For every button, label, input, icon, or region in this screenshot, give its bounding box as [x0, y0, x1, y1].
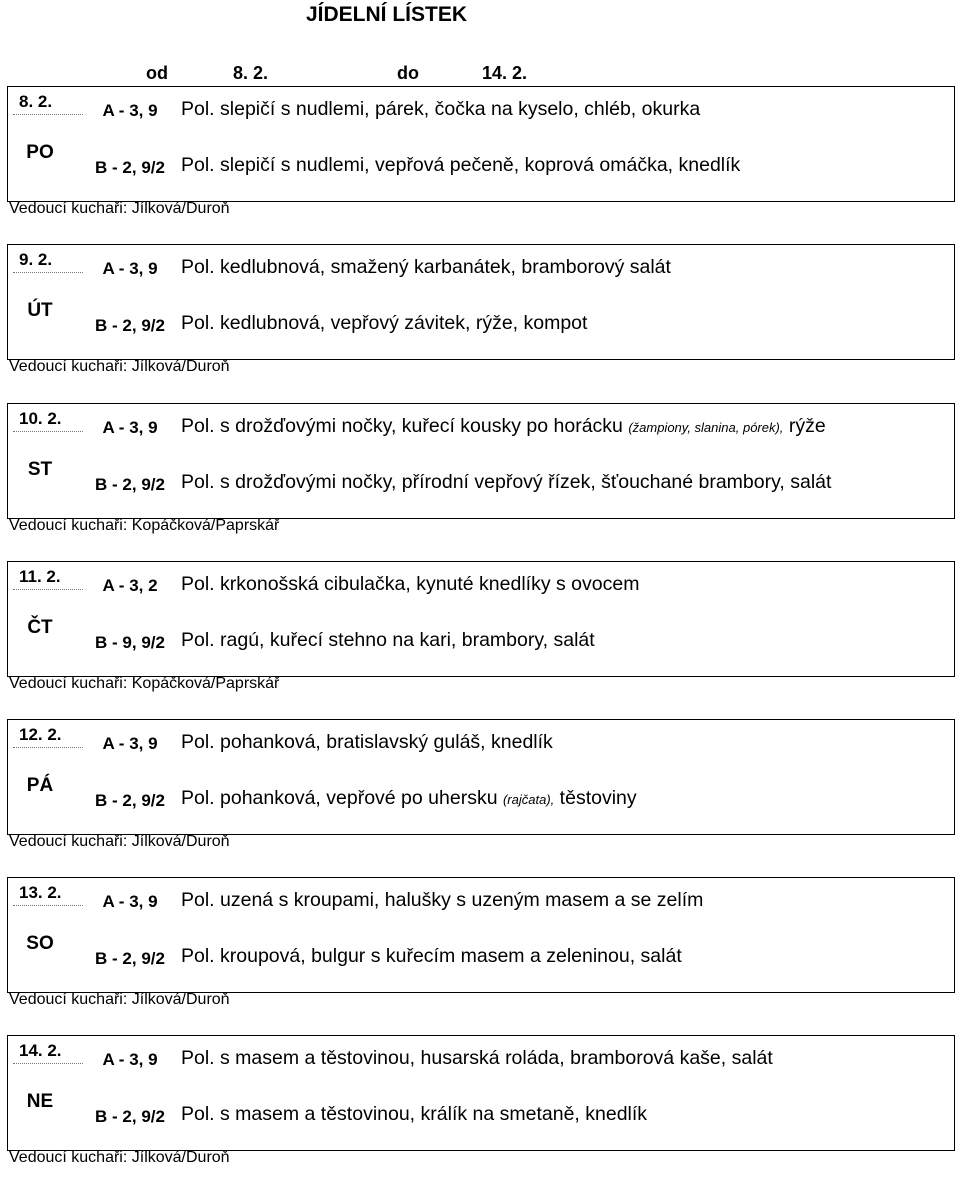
day-block [7, 86, 955, 230]
day-date: 13. 2. [13, 881, 83, 906]
menu-b-code: B - 2, 9/2 [95, 158, 165, 177]
day-name: ČT [27, 617, 53, 638]
day-name: ÚT [27, 300, 53, 321]
day-block [7, 719, 955, 863]
menu-a-code: A - 3, 9 [102, 892, 158, 911]
menu-b-code: B - 2, 9/2 [95, 316, 165, 335]
head-cooks: Vedoucí kuchaři: Jílková/Duroň [9, 358, 230, 375]
dish-note: (rajčata), [502, 792, 555, 807]
menu-a-code: A - 3, 9 [102, 259, 158, 278]
range-to-label: do [397, 63, 419, 83]
day-name: PÁ [26, 775, 54, 796]
menu-a-dish [181, 889, 703, 912]
dish-text: Pol. pohanková, bratislavský guláš, knedlík [181, 731, 553, 753]
menu-a-dish [181, 1047, 773, 1070]
range-to-date: 14. 2. [482, 63, 528, 83]
day-date: 9. 2. [13, 248, 83, 273]
dish-text: Pol. uzená s kroupami, halušky s uzeným masem a se zelím [181, 889, 704, 911]
day-date: 10. 2. [13, 407, 83, 432]
menu-a-code: A - 3, 9 [102, 101, 158, 120]
menu-a-code: A - 3, 9 [102, 418, 158, 437]
menu-a-code: A - 3, 9 [102, 734, 158, 753]
dish-text: Pol. ragú, kuřecí stehno na kari, brambory, salát [181, 629, 595, 651]
dish-text: Pol. kedlubnová, vepřový závitek, rýže, kompot [181, 312, 588, 334]
head-cooks: Vedoucí kuchaři: Kopáčková/Paprskář [9, 517, 280, 534]
dish-text: Pol. kedlubnová, smažený karbanátek, bramborový salát [181, 256, 671, 278]
dish-tail: rýže [783, 415, 826, 437]
dish-text: Pol. slepičí s nudlemi, párek, čočka na kyselo, chléb, okurka [181, 98, 701, 120]
head-cooks: Vedoucí kuchaři: Jílková/Duroň [9, 833, 230, 850]
menu-a-code: A - 3, 9 [102, 1050, 158, 1069]
day-name: NE [26, 1091, 54, 1112]
dish-text: Pol. kroupová, bulgur s kuřecím masem a zeleninou, salát [181, 945, 682, 967]
day-date: 11. 2. [13, 565, 83, 590]
menu-b-code: B - 9, 9/2 [95, 633, 165, 652]
menu-a-dish [181, 731, 553, 754]
day-date: 14. 2. [13, 1039, 83, 1064]
day-block [7, 561, 955, 705]
day-name: PO [26, 142, 54, 163]
dish-note: (žampiony, slanina, pórek), [628, 420, 784, 435]
dish-text: Pol. s drožďovými nočky, přírodní vepřový řízek, šťouchané brambory, salát [181, 471, 832, 493]
day-date: 8. 2. [13, 90, 83, 115]
page-title: JÍDELNÍ LÍSTEK [306, 3, 468, 26]
head-cooks: Vedoucí kuchaři: Jílková/Duroň [9, 200, 230, 217]
head-cooks: Vedoucí kuchaři: Jílková/Duroň [9, 991, 230, 1008]
menu-a-dish [181, 98, 700, 121]
menu-b-code: B - 2, 9/2 [95, 791, 165, 810]
menu-a-dish [181, 256, 671, 279]
menu-b-dish [181, 1103, 647, 1126]
range-from-label: od [146, 63, 168, 83]
menu-b-dish [181, 787, 637, 810]
day-block [7, 403, 955, 547]
head-cooks: Vedoucí kuchaři: Jílková/Duroň [9, 1149, 230, 1166]
dish-tail: těstoviny [554, 787, 637, 809]
day-name: SO [26, 933, 54, 954]
menu-b-code: B - 2, 9/2 [95, 475, 165, 494]
day-block [7, 244, 955, 388]
day-date: 12. 2. [13, 723, 83, 748]
day-name: ST [27, 459, 53, 480]
dish-text: Pol. s masem a těstovinou, husarská roláda, bramborová kaše, salát [181, 1047, 773, 1069]
range-from-date: 8. 2. [233, 63, 269, 83]
dish-text: Pol. slepičí s nudlemi, vepřová pečeně, koprová omáčka, knedlík [181, 154, 741, 176]
day-block [7, 1035, 955, 1179]
menu-b-dish [181, 154, 740, 177]
menu-b-code: B - 2, 9/2 [95, 949, 165, 968]
dish-text: Pol. pohanková, vepřové po uhersku [181, 787, 503, 809]
menu-b-code: B - 2, 9/2 [95, 1107, 165, 1126]
menu-b-dish [181, 945, 682, 968]
day-block [7, 877, 955, 1021]
dish-text: Pol. s drožďovými nočky, kuřecí kousky po horácku [181, 415, 629, 437]
menu-a-dish [181, 415, 826, 438]
menu-a-code: A - 3, 2 [102, 576, 158, 595]
dish-text: Pol. s masem a těstovinou, králík na smetaně, knedlík [181, 1103, 648, 1125]
menu-b-dish [181, 312, 587, 335]
dish-text: Pol. krkonošská cibulačka, kynuté knedlíky s ovocem [181, 573, 640, 595]
head-cooks: Vedoucí kuchaři: Kopáčková/Paprskář [9, 675, 280, 692]
menu-b-dish [181, 471, 831, 494]
menu-a-dish [181, 573, 639, 596]
menu-b-dish [181, 629, 595, 652]
